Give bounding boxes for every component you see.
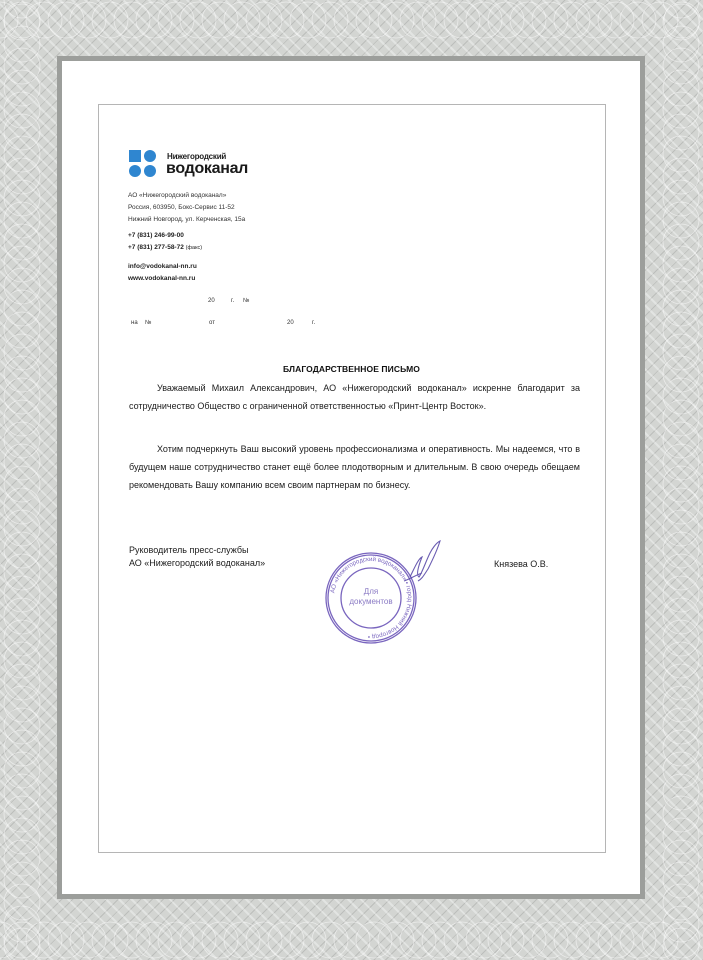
address-line-street: Нижний Новгород, ул. Керченская, 15а <box>128 216 246 223</box>
reply-ot: от <box>209 320 215 326</box>
reg-number-sign: № <box>243 298 250 304</box>
letter-paragraph-1: Уважаемый Михаил Александрович, АО «Нижегородский водоканал» искренне благодарит за сотрудничество Общество с ограниченной ответственностью «Принт-Центр Восток». <box>129 383 580 411</box>
letter-title: БЛАГОДАРСТВЕННОЕ ПИСЬМО <box>283 364 420 374</box>
reply-g: г. <box>312 320 316 326</box>
logo-big-text: водоканал <box>166 160 249 177</box>
stamp-center-line2: документов <box>349 597 393 606</box>
address-line-postal: Россия, 603950, Бокс-Сервис 11-52 <box>128 204 235 211</box>
fax-note: (факс) <box>185 245 203 251</box>
logo-small-text: Нижегородский <box>167 152 227 161</box>
stamp-ring-text: АО «Нижегородский водоканал» • город Нижний Новгород • <box>329 555 414 641</box>
phone-main: +7 (831) 246-99-00 <box>128 232 184 239</box>
phone-fax <box>128 244 202 251</box>
signature-position-line2: АО «Нижегородский водоканал» <box>129 558 266 568</box>
email: info@vodokanal-nn.ru <box>128 263 197 270</box>
reg-g: г. <box>231 298 235 304</box>
website: www.vodokanal-nn.ru <box>128 275 196 282</box>
phone-fax-number: +7 (831) 277-58-72 <box>128 244 184 251</box>
reply-number-sign: № <box>145 320 152 326</box>
signature-position-line1: Руководитель пресс-службы <box>129 545 249 555</box>
reply-year: 20 <box>287 320 294 326</box>
reply-na: на <box>131 320 138 326</box>
stamp-center-line1: Для <box>363 587 379 596</box>
letter-paragraph-2: Хотим подчеркнуть Ваш высокий уровень профессионализма и оперативность. Мы надеемся, что в будущем наше сотрудничество станет ещё более плодотворным и длительным. В свою очередь обещаем рекомендовать Вашу компанию всем своим партнерам по бизнесу. <box>129 444 580 490</box>
signatory-name: Князева О.В. <box>494 559 549 569</box>
reg-year: 20 <box>208 298 215 304</box>
official-stamp <box>318 539 458 649</box>
address-line-company: АО «Нижегородский водоканал» <box>128 192 227 199</box>
